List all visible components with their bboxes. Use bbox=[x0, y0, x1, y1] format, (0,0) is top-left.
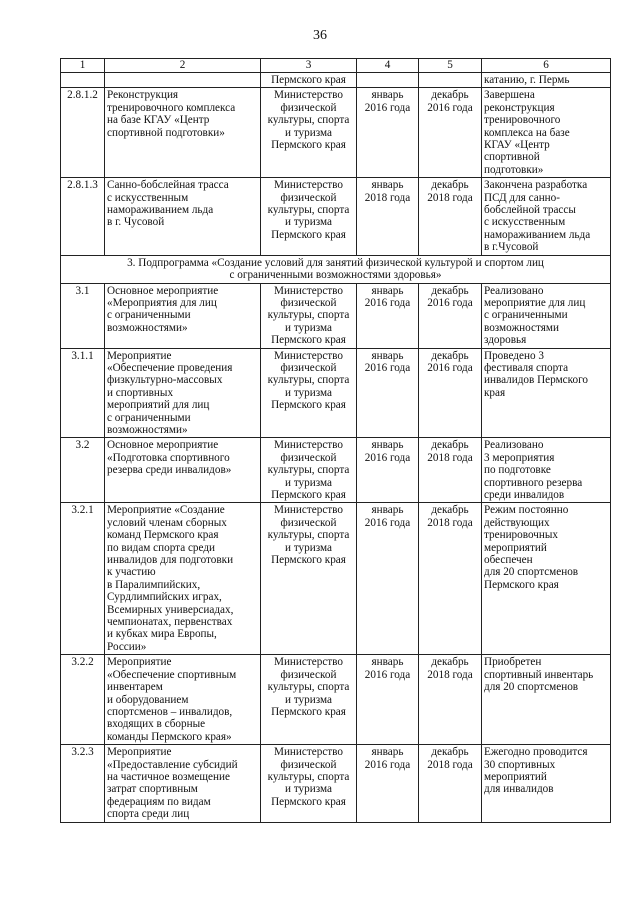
row-result: Режим постоянно действующих тренировочных мероприятий обеспечен для 20 спортсменов Пермского края bbox=[482, 503, 611, 655]
row-number: 2.8.1.2 bbox=[61, 88, 105, 178]
row-number: 3.2.1 bbox=[61, 503, 105, 655]
table-row bbox=[61, 283, 611, 348]
row-start: январь 2016 года bbox=[357, 88, 419, 178]
table-row bbox=[61, 178, 611, 255]
row-name: Мероприятие «Создание условий членам сборных команд Пермского края по видам спорта среди инвалидов для подготовки к участию в Паралимпийских, Сурдлимпийских играх, Всемирных универсиадах, чемпионатах, первенствах и кубках мира Европы, России» bbox=[105, 503, 261, 655]
row-start: январь 2016 года bbox=[357, 745, 419, 822]
row-number: 2.8.1.3 bbox=[61, 178, 105, 255]
table-row bbox=[61, 88, 611, 178]
row-result: Реализовано мероприятие для лиц с ограниченными возможностями здоровья bbox=[482, 283, 611, 348]
section-row bbox=[61, 255, 611, 283]
row-end: декабрь 2016 года bbox=[419, 348, 482, 438]
row-start: январь 2018 года bbox=[357, 178, 419, 255]
row-number bbox=[61, 73, 105, 88]
row-number: 3.1 bbox=[61, 283, 105, 348]
row-executor: Министерство физической культуры, спорта и туризма Пермского края bbox=[261, 88, 357, 178]
row-start: январь 2016 года bbox=[357, 438, 419, 503]
row-start: январь 2016 года bbox=[357, 503, 419, 655]
page-number: 36 bbox=[313, 28, 327, 43]
row-name: Основное мероприятие «Подготовка спортивного резерва среди инвалидов» bbox=[105, 438, 261, 503]
row-executor: Пермского края bbox=[261, 73, 357, 88]
row-executor: Министерство физической культуры, спорта и туризма Пермского края bbox=[261, 655, 357, 745]
column-number: 3 bbox=[261, 59, 357, 73]
row-name: Мероприятие «Обеспечение спортивным инвентарем и оборудованием спортсменов – инвалидов, входящих в сборные команды Пермского края» bbox=[105, 655, 261, 745]
section-title: 3. Подпрограмма «Создание условий для занятий физической культурой и спортом лиц с ограниченными возможностями здоровья» bbox=[61, 255, 611, 283]
row-end: декабрь 2016 года bbox=[419, 88, 482, 178]
row-executor: Министерство физической культуры, спорта и туризма Пермского края bbox=[261, 283, 357, 348]
row-end: декабрь 2018 года bbox=[419, 655, 482, 745]
row-executor: Министерство физической культуры, спорта и туризма Пермского края bbox=[261, 438, 357, 503]
column-number: 4 bbox=[357, 59, 419, 73]
row-number: 3.2.2 bbox=[61, 655, 105, 745]
row-end: декабрь 2018 года bbox=[419, 503, 482, 655]
program-table bbox=[60, 58, 611, 823]
table-row bbox=[61, 438, 611, 503]
row-name: Мероприятие «Обеспечение проведения физкультурно-массовых и спортивных мероприятий для лиц с ограниченными возможностями» bbox=[105, 348, 261, 438]
row-result: Ежегодно проводится 30 спортивных мероприятий для инвалидов bbox=[482, 745, 611, 822]
continuation-row bbox=[61, 73, 611, 88]
column-number-row bbox=[61, 59, 611, 73]
row-end: декабрь 2018 года bbox=[419, 438, 482, 503]
column-number: 5 bbox=[419, 59, 482, 73]
column-number: 6 bbox=[482, 59, 611, 73]
row-result: катанию, г. Пермь bbox=[482, 73, 611, 88]
row-result: Закончена разработка ПСД для санно- бобслейной трассы с искусственным намораживанием льда в г.Чусовой bbox=[482, 178, 611, 255]
table-row bbox=[61, 503, 611, 655]
row-name: Основное мероприятие «Мероприятия для лиц с ограниченными возможностями» bbox=[105, 283, 261, 348]
row-executor: Министерство физической культуры, спорта и туризма Пермского края bbox=[261, 178, 357, 255]
row-result: Приобретен спортивный инвентарь для 20 спортсменов bbox=[482, 655, 611, 745]
row-number: 3.2 bbox=[61, 438, 105, 503]
row-start: январь 2016 года bbox=[357, 655, 419, 745]
table-row bbox=[61, 348, 611, 438]
row-start bbox=[357, 73, 419, 88]
row-result: Реализовано 3 мероприятия по подготовке спортивного резерва среди инвалидов bbox=[482, 438, 611, 503]
row-executor: Министерство физической культуры, спорта и туризма Пермского края bbox=[261, 348, 357, 438]
row-executor: Министерство физической культуры, спорта и туризма Пермского края bbox=[261, 745, 357, 822]
row-name: Мероприятие «Предоставление субсидий на частичное возмещение затрат спортивным федерациям по видам спорта среди лиц bbox=[105, 745, 261, 822]
table-row bbox=[61, 745, 611, 822]
row-end: декабрь 2016 года bbox=[419, 283, 482, 348]
row-name bbox=[105, 73, 261, 88]
row-name: Санно-бобслейная трасса с искусственным намораживанием льда в г. Чусовой bbox=[105, 178, 261, 255]
row-number: 3.2.3 bbox=[61, 745, 105, 822]
column-number: 2 bbox=[105, 59, 261, 73]
row-executor: Министерство физической культуры, спорта и туризма Пермского края bbox=[261, 503, 357, 655]
row-end bbox=[419, 73, 482, 88]
row-number: 3.1.1 bbox=[61, 348, 105, 438]
row-name: Реконструкция тренировочного комплекса на базе КГАУ «Центр спортивной подготовки» bbox=[105, 88, 261, 178]
row-end: декабрь 2018 года bbox=[419, 745, 482, 822]
column-number: 1 bbox=[61, 59, 105, 73]
row-end: декабрь 2018 года bbox=[419, 178, 482, 255]
table-row bbox=[61, 655, 611, 745]
row-result: Завершена реконструкция тренировочного комплекса на базе КГАУ «Центр спортивной подготовки» bbox=[482, 88, 611, 178]
row-start: январь 2016 года bbox=[357, 283, 419, 348]
row-start: январь 2016 года bbox=[357, 348, 419, 438]
row-result: Проведено 3 фестиваля спорта инвалидов Пермского края bbox=[482, 348, 611, 438]
